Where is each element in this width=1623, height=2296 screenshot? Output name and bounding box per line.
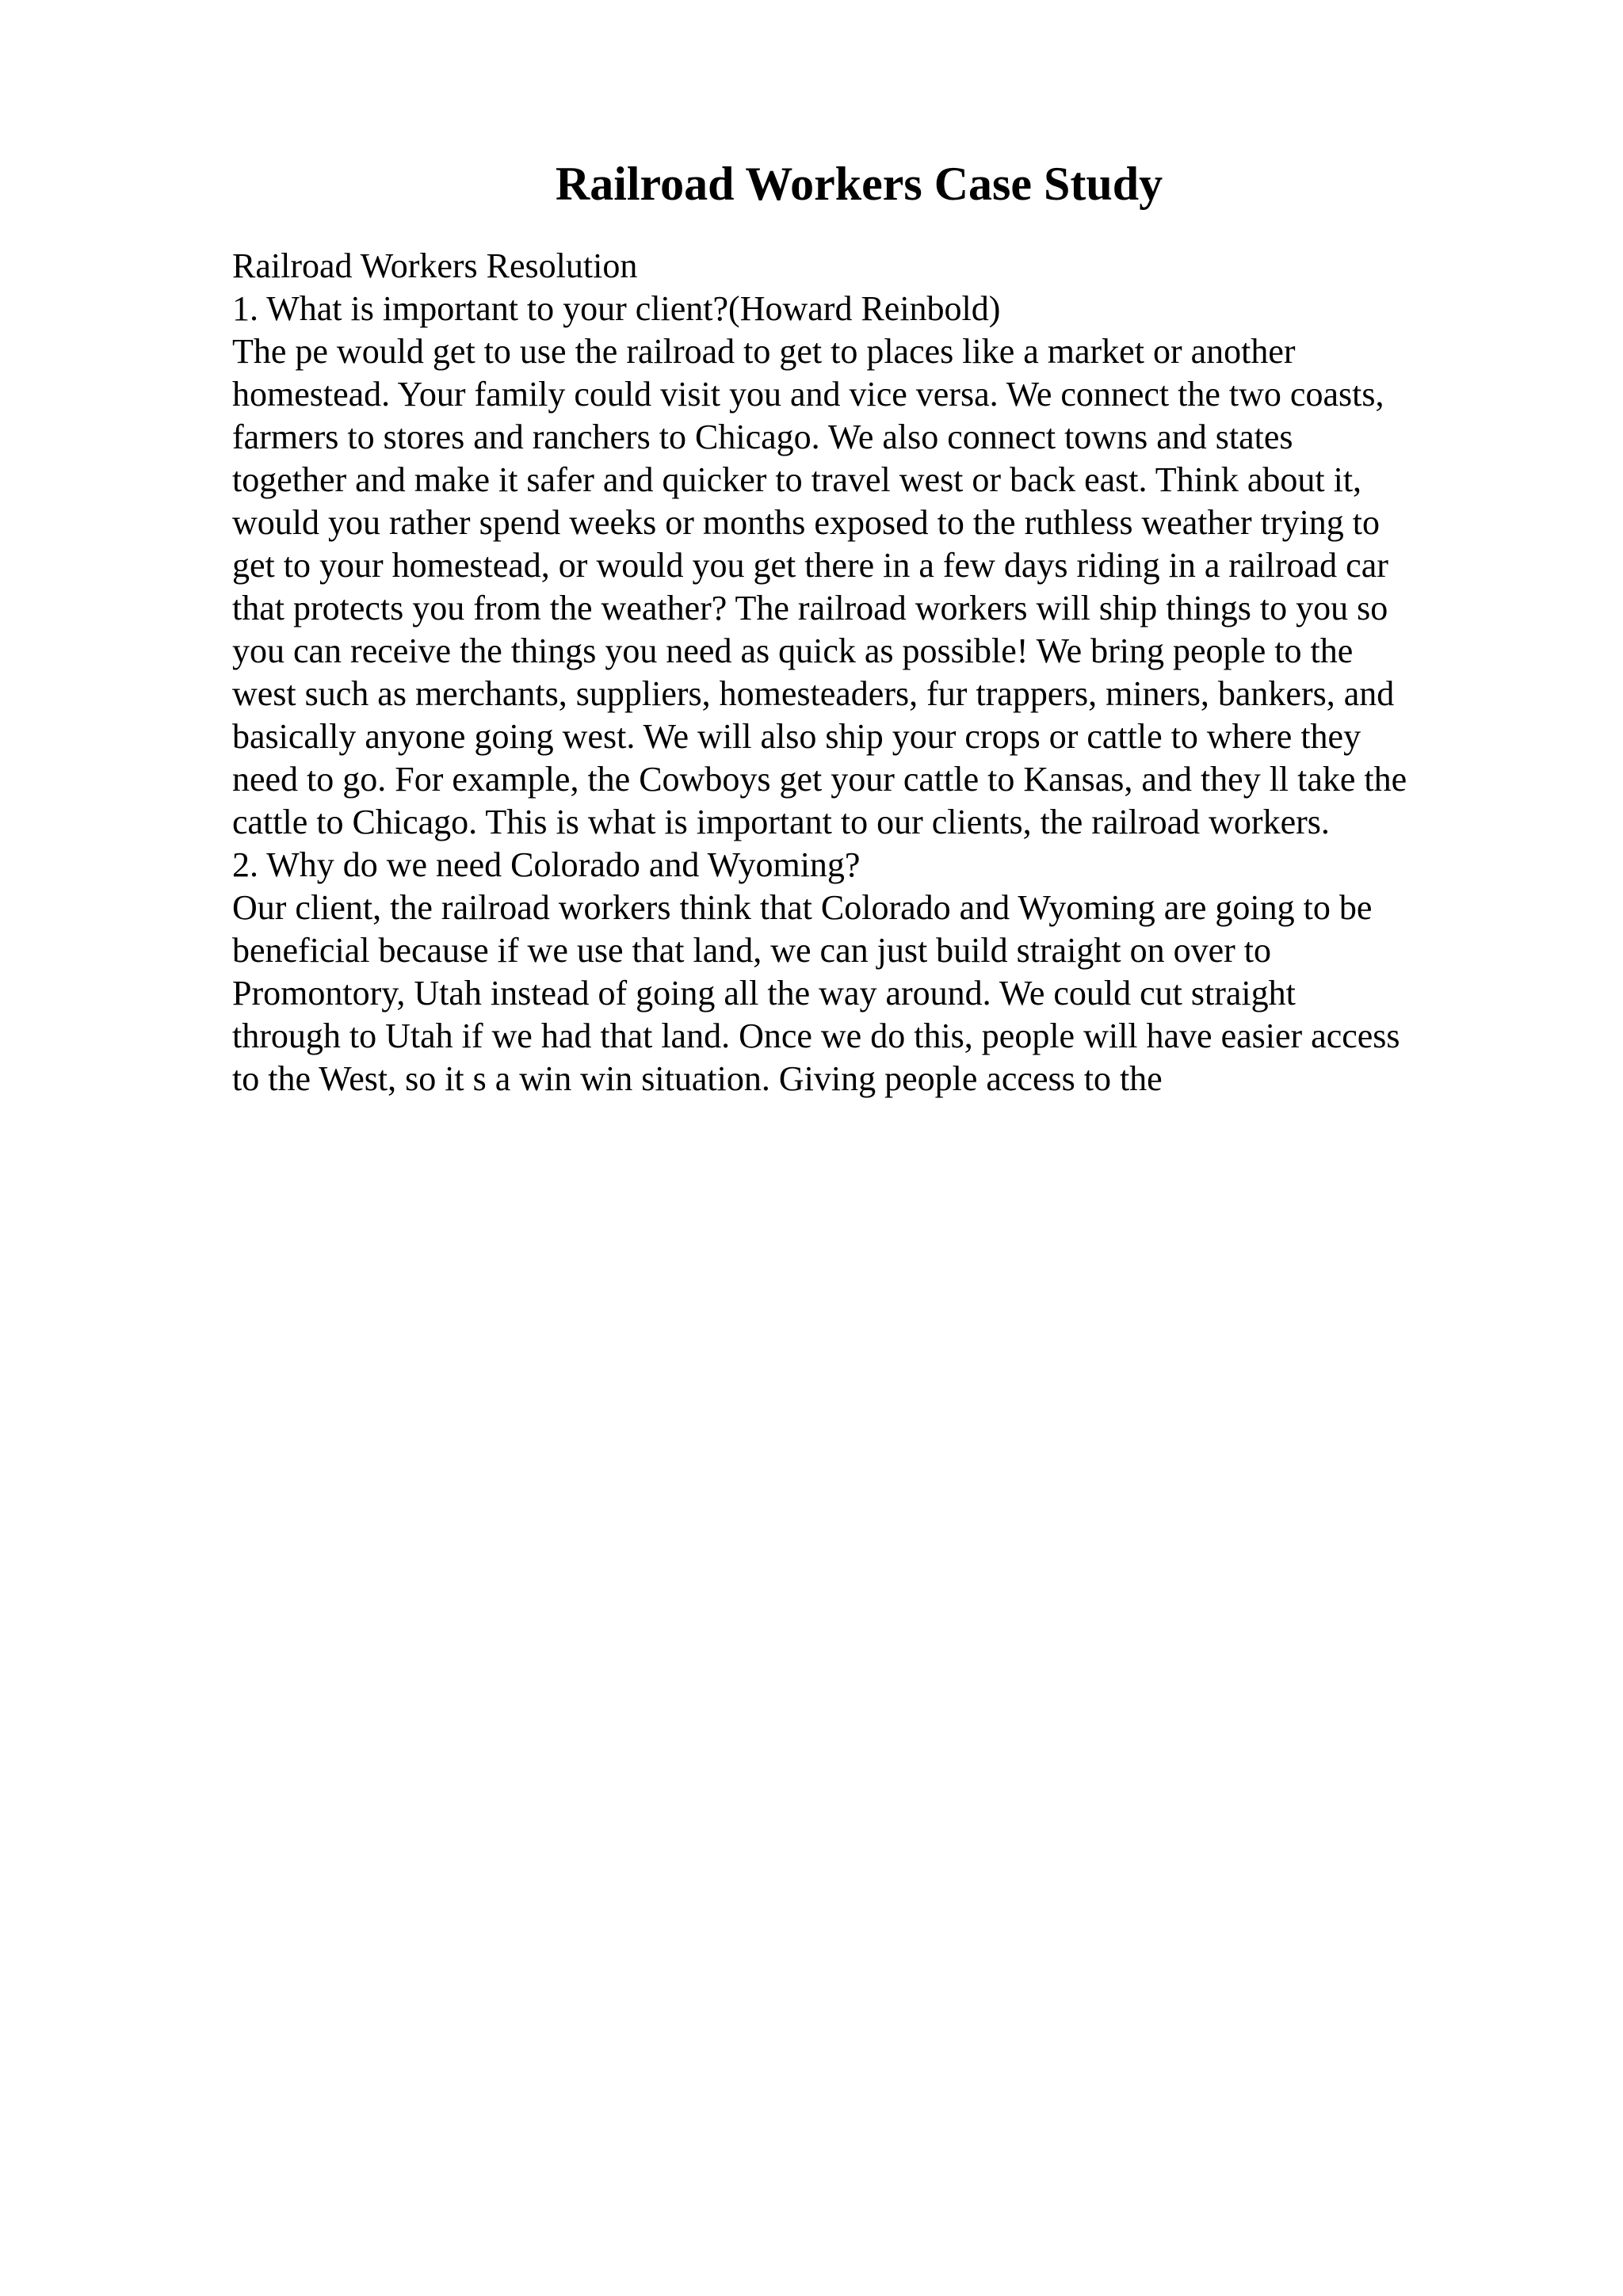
paragraph-line: west such as merchants, suppliers, homesteaders, fur trappers, miners, bankers, and (232, 674, 1395, 713)
paragraph-line: to the West, so it s a win win situation. Giving people access to the (232, 1059, 1163, 1098)
paragraph-line: Promontory, Utah instead of going all the way around. We could cut straight (232, 974, 1296, 1013)
paragraph-line: you can receive the things you need as quick as possible! We bring people to the (232, 631, 1354, 670)
document-title: Railroad Workers Case Study (555, 158, 1163, 210)
paragraph-line: get to your homestead, or would you get there in a few days riding in a railroad car (232, 546, 1388, 585)
paragraph-line: beneficial because if we use that land, we can just build straight on over to (232, 931, 1272, 970)
document-body (232, 245, 1500, 1100)
paragraph-line: basically anyone going west. We will also ship your crops or cattle to where they (232, 717, 1361, 756)
paragraph-line: farmers to stores and ranchers to Chicago. We also connect towns and states (232, 418, 1293, 456)
paragraph-line: would you rather spend weeks or months exposed to the ruthless weather trying to (232, 503, 1381, 542)
paragraph-line: through to Utah if we had that land. Once we do this, people will have easier access (232, 1016, 1400, 1055)
paragraph-line: need to go. For example, the Cowboys get your cattle to Kansas, and they ll take the (232, 760, 1407, 799)
paragraph-line: The pe would get to use the railroad to get to places like a market or another (232, 332, 1296, 371)
question-2: 2. Why do we need Colorado and Wyoming? (232, 845, 861, 884)
paragraph-line: Our client, the railroad workers think that Colorado and Wyoming are going to be (232, 888, 1373, 927)
paragraph-line: homestead. Your family could visit you and vice versa. We connect the two coasts, (232, 375, 1384, 414)
paragraph-line: that protects you from the weather? The railroad workers will ship things to you so (232, 589, 1388, 627)
paragraph-line: cattle to Chicago. This is what is important to our clients, the railroad workers. (232, 803, 1330, 841)
section-heading: Railroad Workers Resolution (232, 246, 638, 285)
question-1: 1. What is important to your client?(Howard Reinbold) (232, 289, 1001, 328)
paragraph-line: together and make it safer and quicker to travel west or back east. Think about it, (232, 460, 1362, 499)
